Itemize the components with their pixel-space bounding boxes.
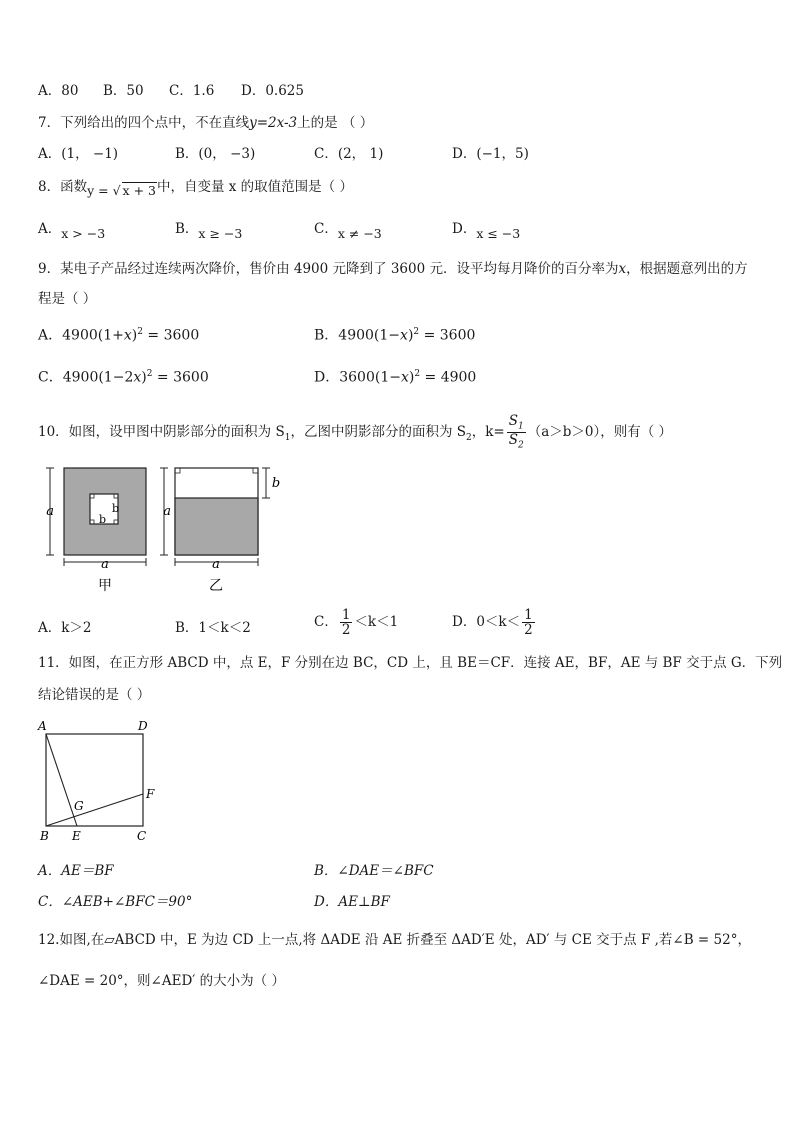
q6-option-c: C．1.6 [169, 83, 215, 99]
q6-option-b: B．50 [103, 83, 144, 99]
q11-option-b: B．∠DAE＝∠BFC [314, 863, 434, 879]
point-g-label: G [74, 799, 84, 813]
square-abcd [46, 734, 143, 826]
q11-figure [34, 716, 164, 846]
q9-option-a-x: x [123, 327, 132, 344]
q9-option-b-post: ) [407, 327, 414, 344]
q9-option-b-label: B． [314, 327, 339, 344]
q7-option-b: B．(0， −3) [175, 146, 256, 162]
figure-yi [160, 468, 280, 594]
q10-k-num-s: S [508, 413, 518, 429]
q8-option-b [175, 221, 243, 241]
q9-option-c-label: C． [38, 369, 63, 386]
q11-stem-line1: 11．如图，在正方形 ABCD 中，点 E，F 分别在边 BC，CD 上，且 BE＝CF．连接 AE，BF，AE 与 BF 交于点 G．下列 [38, 655, 783, 671]
q10-option-d-denominator: 2 [524, 622, 533, 639]
q10-k-num-sub: 1 [517, 421, 524, 432]
q10-option-c-denominator: 2 [341, 622, 351, 639]
q10-s2-subscript: 2 [466, 432, 472, 443]
q9-option-b-rhs: = 3600 [419, 327, 476, 344]
q9-stem-prefix: 9．某电子产品经过连续两次降价，售价由 4900 元降到了 3600 元．设平均每月降价的百分率为 [38, 261, 619, 277]
q9-option-d-pre: 3600(1− [339, 369, 401, 386]
q9-variable: x [618, 261, 627, 277]
jia-a-bottom-label: a [101, 557, 109, 572]
yi-caption: 乙 [209, 578, 223, 594]
q10-figures [38, 460, 288, 600]
q7-stem-suffix: 上的是 （ ） [297, 115, 374, 131]
q7-stem-prefix: 7．下列给出的四个点中，不在直线 [38, 115, 250, 131]
q12-stem-line2: ∠DAE = 20°，则∠AED′ 的大小为（ ） [38, 973, 285, 989]
q11-stem-line2: 结论错误的是（ ） [38, 687, 151, 703]
q7-stem [38, 116, 373, 131]
q9-option-a-exponent: 2 [137, 327, 143, 337]
jia-b-label: b [112, 502, 120, 515]
q7-option-c: C．(2， 1) [314, 146, 384, 162]
yi-shaded-region [175, 498, 258, 555]
q9-option-a-pre: 4900(1+ [62, 327, 124, 344]
q9-option-a-label: A． [38, 327, 63, 344]
q10-k-den-sub: 2 [517, 440, 524, 451]
q8-stem [38, 179, 353, 198]
q9-option-c-post: ) [141, 369, 147, 386]
q9-stem-line2: 程是（ ） [38, 291, 97, 307]
q10-stem-k: ，k= [471, 424, 505, 441]
q9-option-a [38, 328, 199, 344]
q10-option-b: B．1＜k＜2 [175, 620, 251, 636]
q10-stem-mid: ，乙图中阴影部分的面积为 S [290, 424, 466, 441]
q9-option-d-exponent: 2 [414, 369, 421, 379]
q9-option-b-x: x [400, 327, 408, 344]
segment-ae [46, 734, 77, 826]
q8-option-d [452, 221, 521, 241]
q10-option-c-tail: ＜k＜1 [354, 614, 399, 631]
q10-option-c [314, 608, 398, 637]
q9-option-a-rhs: = 3600 [142, 327, 200, 344]
q8-stem-suffix: 中，自变量 x 的取值范围是（ ） [156, 179, 353, 195]
q9-option-b-pre: 4900(1− [338, 327, 401, 344]
q11-option-a: A．AE＝BF [38, 863, 114, 879]
q10-option-d-fraction [522, 608, 535, 637]
q8-function-lhs: y = [87, 183, 113, 198]
q11-option-d: D．AE⊥BF [314, 894, 390, 910]
q10-option-d [452, 608, 537, 637]
q9-option-b [314, 328, 475, 344]
q7-option-a: A．(1， −1) [38, 146, 119, 162]
q8-option-d-label: D． [452, 221, 477, 237]
q9-option-c-rhs: = 3600 [152, 369, 209, 386]
q9-option-d-rhs: = 4900 [420, 369, 477, 386]
q10-option-c-numerator: 1 [341, 607, 351, 623]
q9-stem-line1 [38, 262, 748, 277]
q9-option-c-pre: 4900(1−2 [62, 369, 134, 386]
q8-option-c-value: x ≠ −3 [337, 226, 382, 241]
q9-option-d [314, 370, 476, 386]
q8-option-a-value: x > −3 [61, 226, 106, 241]
q10-stem-prefix: 10．如图，设甲图中阴影部分的面积为 S [38, 424, 285, 441]
q9-option-b-exponent: 2 [413, 327, 420, 337]
q9-option-d-label: D． [314, 369, 340, 386]
yi-a-bottom-label: a [212, 557, 220, 572]
segment-bf [46, 794, 143, 826]
q10-k-den-s: S [508, 432, 518, 449]
jia-b-side-label: b [99, 513, 107, 526]
jia-a-left-label: a [46, 504, 54, 519]
point-f-label: F [146, 787, 155, 801]
q10-option-c-fraction [340, 608, 353, 637]
point-c-label: C [137, 829, 147, 843]
q7-option-d: D．(−1，5) [452, 146, 529, 162]
q8-option-c [314, 221, 382, 241]
q10-option-a: A．k＞2 [38, 620, 92, 636]
q10-stem [38, 414, 672, 451]
q10-k-fraction [507, 414, 526, 451]
q9-option-d-x: x [400, 369, 409, 386]
q8-option-b-label: B． [175, 221, 199, 237]
jia-caption: 甲 [98, 578, 112, 594]
q12-stem-line1: 12.如图,在▱ABCD 中，E 为边 CD 上一点,将 ΔADE 沿 AE 折叠至 ΔAD′E 处，AD′ 与 CE 交于点 F ,若∠B = 52°， [38, 932, 751, 948]
point-b-label: B [40, 829, 49, 843]
q6-option-a: A．80 [38, 83, 79, 99]
q8-option-a [38, 221, 106, 241]
q9-option-c-exponent: 2 [146, 369, 153, 379]
q6-option-d: D．0.625 [241, 83, 304, 99]
q9-option-c-x: x [133, 369, 142, 386]
q7-line-equation: y=2x-3 [249, 115, 298, 131]
q10-k-numerator [507, 414, 526, 433]
q10-option-d-label: D．0＜k＜ [452, 614, 521, 631]
point-e-label: E [72, 829, 81, 843]
q11-option-c: C．∠AEB+∠BFC＝90° [38, 894, 193, 910]
point-d-label: D [138, 719, 148, 733]
figure-jia [46, 468, 146, 594]
q8-option-b-value: x ≥ −3 [198, 226, 243, 241]
q8-option-a-label: A． [38, 221, 62, 237]
q8-radicand: x + 3 [122, 183, 156, 198]
q10-option-c-label: C． [314, 614, 338, 631]
q9-option-d-post: ) [408, 369, 415, 386]
q10-stem-suffix: （a＞b＞0），则有（ ） [527, 424, 673, 441]
q8-function [87, 183, 157, 198]
q9-option-a-post: ) [131, 327, 138, 344]
q9-stem-suffix: ，根据题意列出的方 [626, 261, 748, 277]
q8-option-c-label: C． [314, 221, 338, 237]
point-a-label: A [38, 719, 47, 733]
radical-sign: √ [112, 183, 121, 198]
q10-option-d-numerator: 1 [524, 607, 533, 623]
q10-s1-subscript: 1 [284, 432, 291, 443]
q8-stem-prefix: 8．函数 [38, 179, 88, 195]
q10-k-denominator [507, 433, 526, 451]
yi-a-left-label: a [163, 504, 171, 519]
q9-option-c [38, 370, 209, 386]
yi-b-right-label: b [271, 476, 281, 491]
q8-option-d-value: x ≤ −3 [476, 226, 521, 241]
